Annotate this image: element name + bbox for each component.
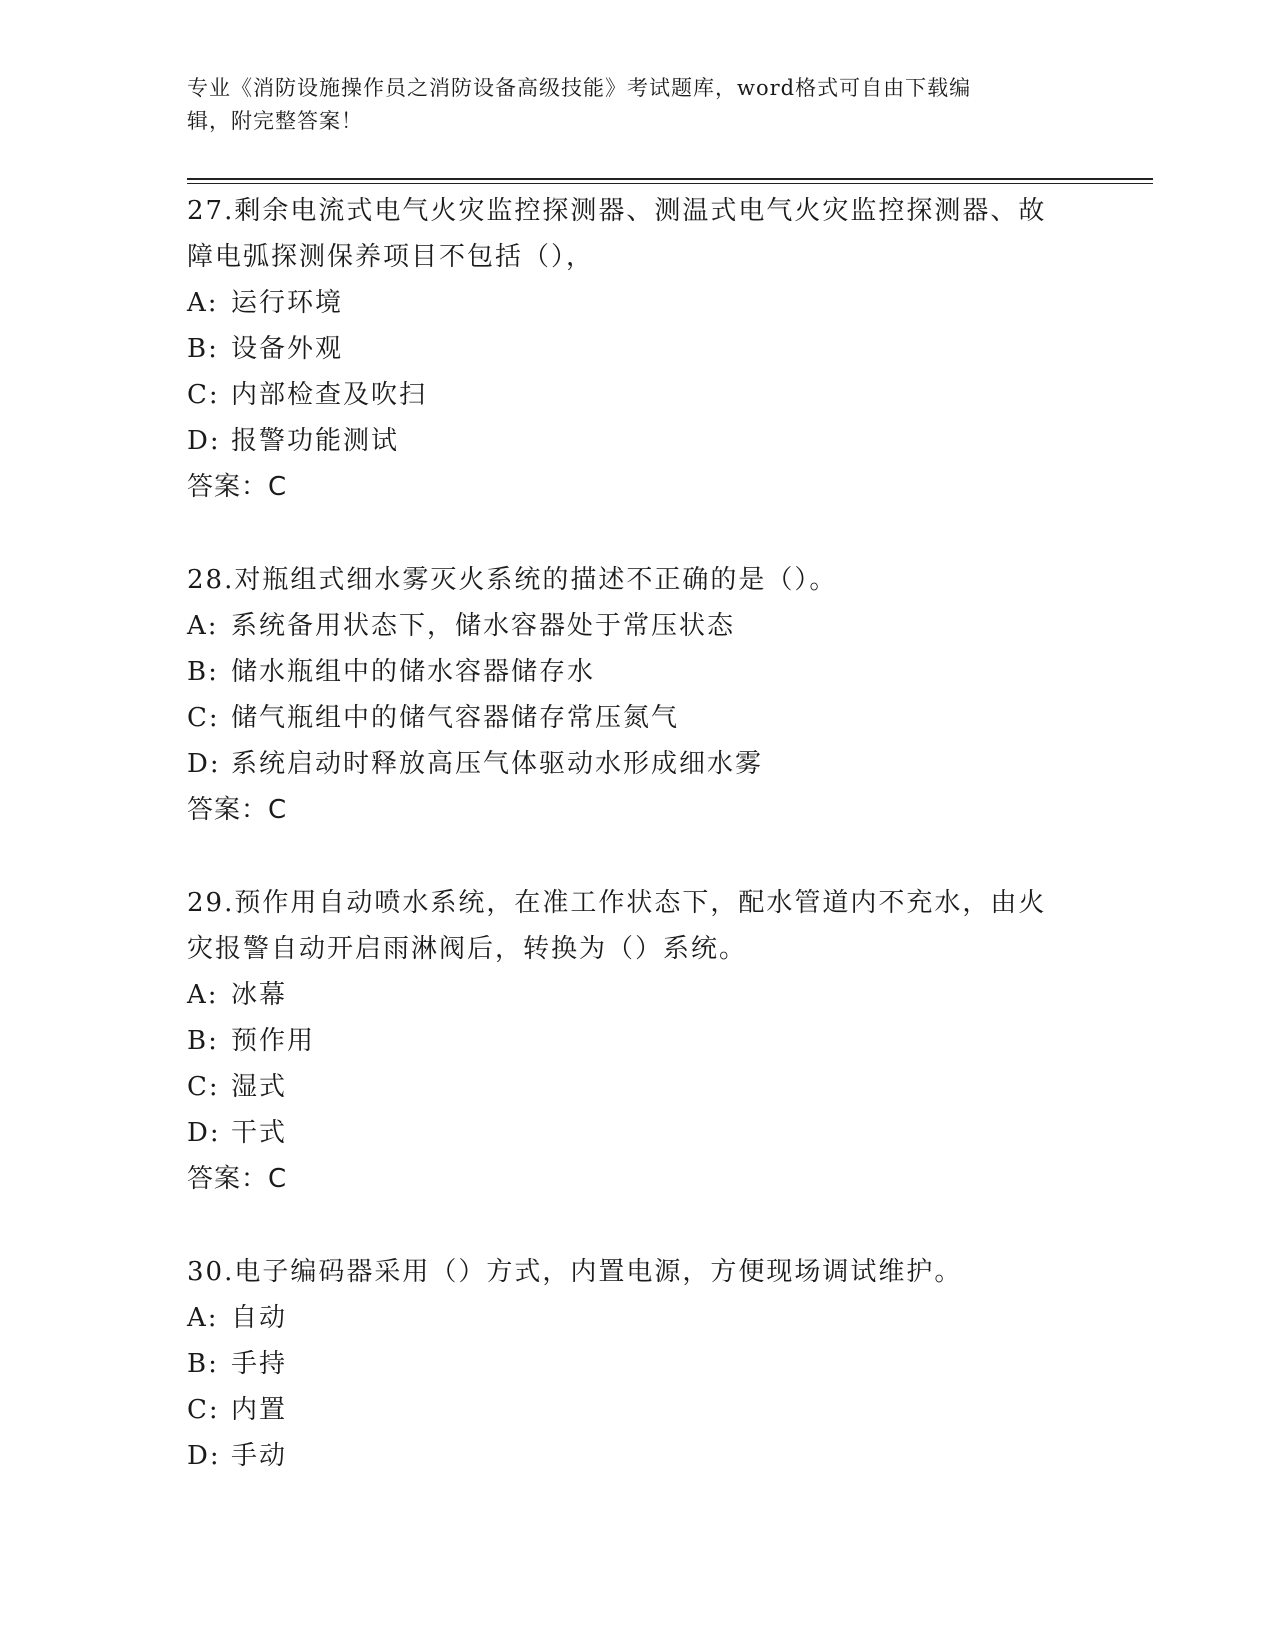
answer-line: 答案：C — [187, 795, 288, 825]
option-text: 湿式 — [231, 1072, 288, 1102]
question-stem-line: 28.对瓶组式细水雾灭火系统的描述不正确的是（）。 — [187, 565, 838, 595]
option-text: 储气瓶组中的储气容器储存常压氮气 — [231, 703, 680, 733]
option-c — [187, 1387, 1087, 1433]
option-c — [187, 1064, 1087, 1110]
option-a — [187, 972, 1087, 1018]
option-letter: C: — [187, 703, 220, 733]
question-stem-line: 障电弧探测保养项目不包括（）， — [187, 242, 595, 272]
option-letter: C: — [187, 1072, 220, 1102]
option-letter: B: — [187, 657, 219, 687]
question-29 — [187, 880, 1087, 1202]
option-a — [187, 603, 1087, 649]
option-letter: A: — [187, 611, 219, 641]
option-letter: D: — [187, 1441, 221, 1471]
option-letter: B: — [187, 334, 219, 364]
option-text: 系统备用状态下，储水容器处于常压状态 — [231, 611, 736, 641]
option-d — [187, 1433, 1087, 1479]
header-divider-thin — [187, 183, 1153, 184]
option-text: 设备外观 — [231, 334, 344, 364]
question-list — [187, 188, 1087, 1526]
option-c — [187, 372, 1087, 418]
option-letter: A: — [187, 288, 219, 318]
option-letter: B: — [187, 1026, 219, 1056]
option-letter: C: — [187, 1395, 220, 1425]
option-text: 自动 — [231, 1303, 288, 1333]
option-letter: C: — [187, 380, 220, 410]
question-28 — [187, 557, 1087, 833]
header-line-2: 辑，附完整答案！ — [187, 109, 363, 133]
question-stem-line: 29.预作用自动喷水系统，在准工作状态下，配水管道内不充水，由火 — [187, 888, 1047, 918]
option-b — [187, 1018, 1087, 1064]
option-d — [187, 741, 1087, 787]
answer-line: 答案：C — [187, 472, 288, 502]
option-c — [187, 695, 1087, 741]
option-b — [187, 1341, 1087, 1387]
option-text: 手动 — [231, 1441, 288, 1471]
option-text: 运行环境 — [231, 288, 344, 318]
question-stem-line: 27.剩余电流式电气火灾监控探测器、测温式电气火灾监控探测器、故 — [187, 196, 1047, 226]
option-d — [187, 1110, 1087, 1156]
option-text: 内置 — [231, 1395, 288, 1425]
option-text: 预作用 — [231, 1026, 316, 1056]
answer-line: 答案：C — [187, 1164, 288, 1194]
question-stem-line: 30.电子编码器采用（）方式，内置电源，方便现场调试维护。 — [187, 1257, 963, 1287]
question-stem-line: 灾报警自动开启雨淋阀后，转换为（）系统。 — [187, 934, 748, 964]
option-d — [187, 418, 1087, 464]
option-letter: A: — [187, 980, 219, 1010]
option-text: 储水瓶组中的储水容器储存水 — [231, 657, 596, 687]
question-27 — [187, 188, 1087, 510]
option-a — [187, 280, 1087, 326]
header-line-1: 专业《消防设施操作员之消防设备高级技能》考试题库，word格式可自由下载编 — [187, 76, 972, 100]
question-30 — [187, 1249, 1087, 1479]
option-text: 系统启动时释放高压气体驱动水形成细水雾 — [231, 749, 764, 779]
option-text: 内部检查及吹扫 — [231, 380, 428, 410]
option-letter: D: — [187, 749, 221, 779]
option-text: 冰幕 — [231, 980, 288, 1010]
option-letter: B: — [187, 1349, 219, 1379]
header-divider-thick — [187, 178, 1153, 180]
option-letter: D: — [187, 426, 221, 456]
option-b — [187, 649, 1087, 695]
option-text: 干式 — [231, 1118, 288, 1148]
option-text: 手持 — [231, 1349, 288, 1379]
option-a — [187, 1295, 1087, 1341]
document-header — [187, 72, 1067, 138]
option-text: 报警功能测试 — [231, 426, 400, 456]
option-letter: D: — [187, 1118, 221, 1148]
option-b — [187, 326, 1087, 372]
option-letter: A: — [187, 1303, 219, 1333]
